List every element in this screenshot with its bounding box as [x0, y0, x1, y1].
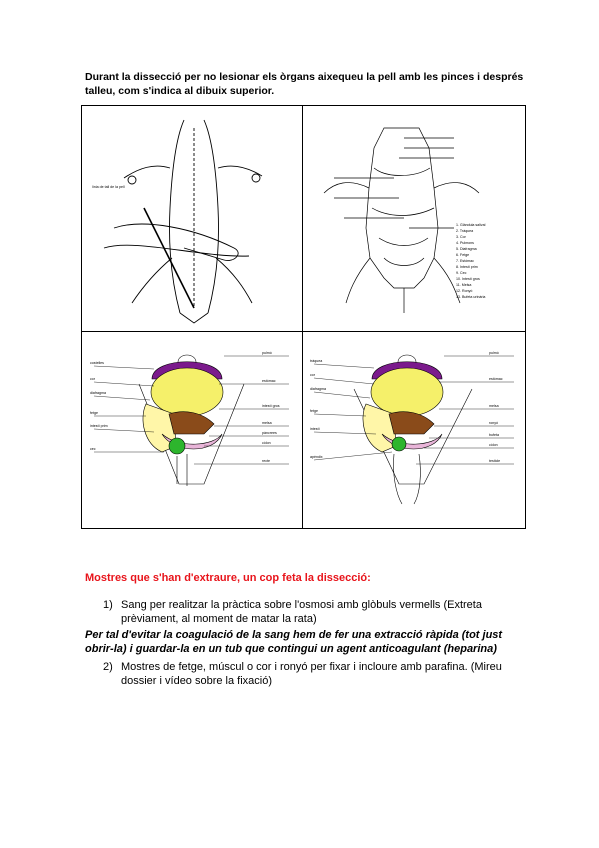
organ-label: melsa	[489, 404, 499, 408]
organ-label: estómac	[489, 377, 503, 381]
dissection-figure-grid	[81, 105, 526, 529]
organ-label: ronyó	[489, 421, 498, 425]
organ-label: intestí	[310, 427, 320, 431]
organ-label: cec	[90, 447, 96, 451]
legend-item: 1. Glàndula salival	[456, 223, 486, 227]
legend-item: 6. Fetge	[456, 253, 470, 257]
organ-label: còlon	[262, 441, 271, 445]
grid-divider-vertical	[302, 106, 303, 528]
organ-label: pàncrees	[262, 431, 277, 435]
organ-label: bufeta	[489, 433, 499, 437]
organ-label: cor	[90, 377, 95, 381]
anticoagulant-note	[85, 628, 525, 656]
organ-label: recte	[262, 459, 270, 463]
anatomy-legend	[456, 223, 486, 299]
rat-skin-cut-drawing	[84, 108, 300, 328]
colored-organs-drawing-right	[304, 334, 524, 526]
samples-heading: Mostres que s'han d'extraure, un cop feta la dissecció:	[85, 572, 371, 584]
legend-item: 8. Intestí prim	[456, 265, 478, 269]
list-item-line: prèviament, al moment de matar la rata)	[121, 613, 317, 625]
list-item-line: dossier i vídeo sobre la fixació)	[121, 675, 273, 687]
rat-anatomy-drawing	[304, 108, 524, 328]
legend-item: 10. Intestí gros	[456, 277, 480, 281]
list-item-line: Sang per realitzar la pràctica sobre l'osmosi amb glòbuls vermells (Extreta	[121, 599, 482, 611]
list-item-number: 1)	[103, 599, 113, 611]
intro-line-2: talleu, com s'indica al dibuix superior.	[85, 85, 275, 97]
legend-item: 2. Tràquea	[456, 229, 474, 233]
organ-label: pulmó	[262, 351, 272, 355]
legend-item: 9. Cec	[456, 271, 467, 275]
note-line-2: obrir-la) i guardar-la en un tub que contingui un agent anticoagulant (heparina)	[85, 643, 497, 655]
organ-label: fetge	[310, 409, 318, 413]
intro-text	[85, 70, 525, 98]
organ-label: tràquea	[310, 359, 323, 363]
intro-line-1: Durant la dissecció per no lesionar els òrgans aixequeu la pell amb les pinces i després	[85, 71, 524, 83]
legend-item: 12. Ronyó	[456, 289, 473, 293]
organ-label: intestí gros	[262, 404, 280, 408]
note-line-1: Per tal d'evitar la coagulació de la sang hem de fer una extracció ràpida (tot just	[85, 629, 503, 641]
organ-label: cor	[310, 373, 315, 377]
skin-cut-label: línia de tall de la pell	[92, 185, 125, 189]
organ-label: fetge	[90, 411, 98, 415]
panel-rat-anatomy	[304, 108, 524, 328]
organ-label: intestí prim	[90, 424, 108, 428]
list-item-number: 2)	[103, 661, 113, 673]
organ-label: apèndix	[310, 455, 323, 459]
organ-label: costelles	[90, 361, 104, 365]
list-item-line: Mostres de fetge, múscul o cor i ronyó per fixar i incloure amb parafina. (Mireu	[121, 661, 502, 673]
legend-item: 7. Estómac	[456, 259, 474, 263]
panel-skin-cut	[84, 108, 300, 328]
organ-label: còlon	[489, 443, 498, 447]
legend-item: 13. Bufeta urinària	[456, 295, 486, 299]
grid-divider-horizontal	[82, 331, 525, 332]
panel-colored-organs-left	[84, 334, 300, 526]
organ-label: diafragma	[310, 387, 326, 391]
legend-item: 11. Melsa	[456, 283, 472, 287]
organ-label: melsa	[262, 421, 272, 425]
legend-item: 3. Cor	[456, 235, 466, 239]
organ-label: pulmó	[489, 351, 499, 355]
legend-item: 5. Diafragma	[456, 247, 477, 251]
panel-colored-organs-right	[304, 334, 524, 526]
organ-label: testicle	[489, 459, 501, 463]
legend-item: 4. Pulmons	[456, 241, 474, 245]
organ-label: diafragma	[90, 391, 106, 395]
organ-label: estómac	[262, 379, 276, 383]
colored-organs-drawing-left	[84, 334, 300, 526]
